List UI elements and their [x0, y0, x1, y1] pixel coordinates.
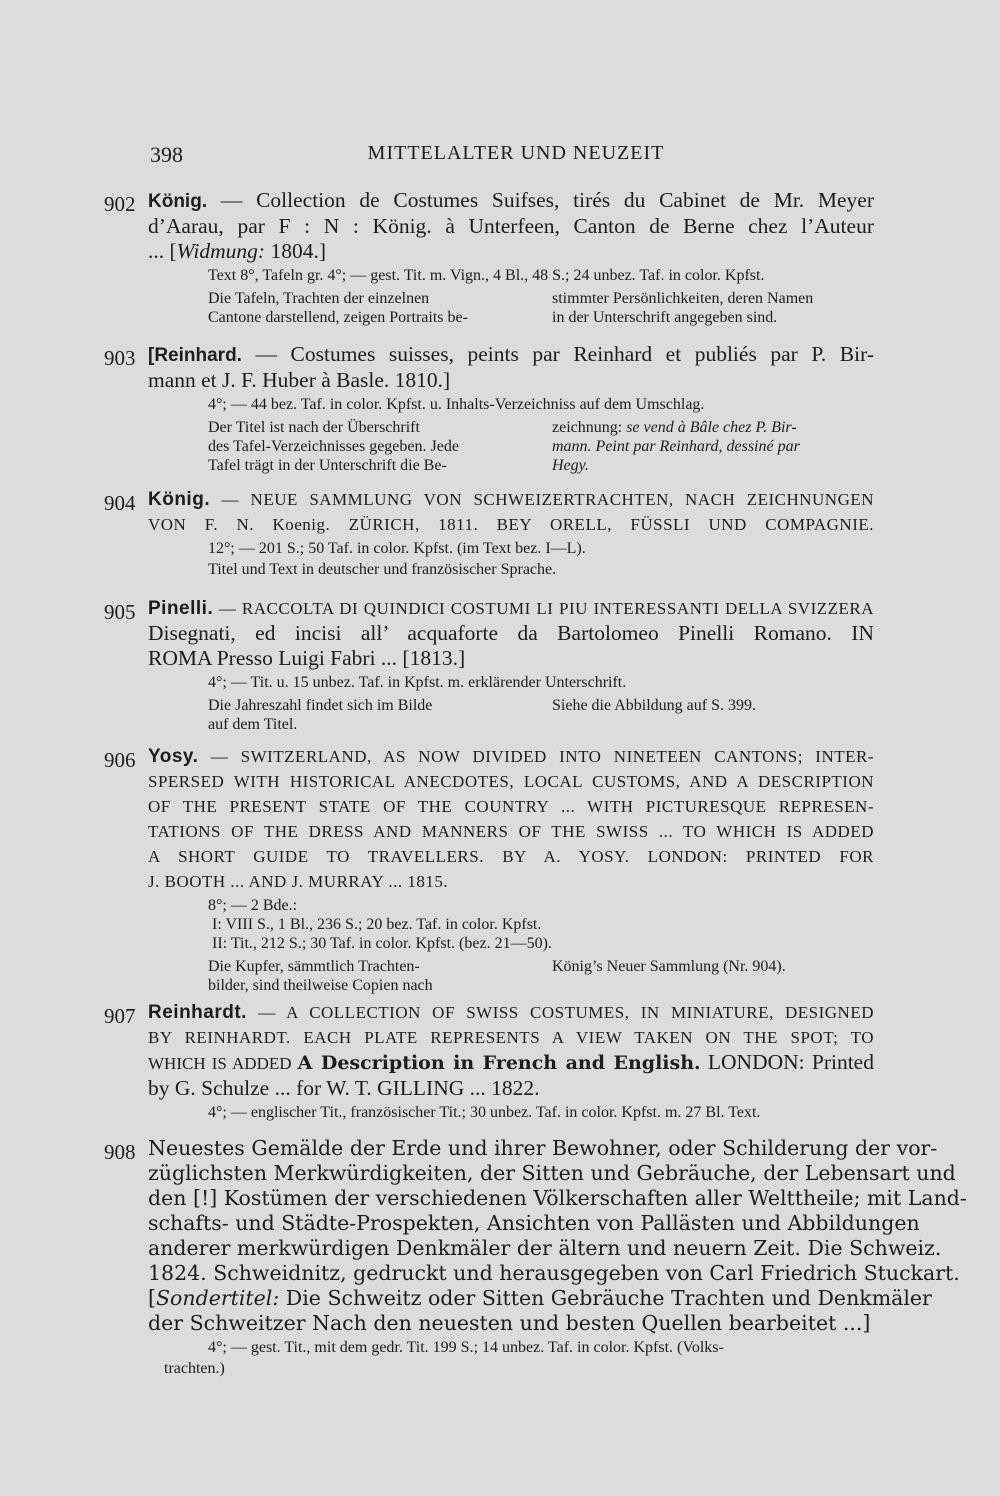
entry-title-line: WHICH IS ADDED A Description in French and English. LONDON: Printed: [148, 1050, 874, 1074]
entry-906: [104, 744, 874, 995]
entry-title-line: Pinelli. — RACCOLTA DI QUINDICI COSTUMI LI PIU INTERESSANTI DELLA SVIZZERA: [148, 598, 875, 619]
entry-number: 907: [104, 1004, 136, 1028]
entry-title-line: d’Aarau, par F : N : König. à Unterfeen, Canton de Berne chez l’Auteur: [148, 214, 874, 238]
volume-1: I: VIII S., 1 Bl., 236 S.; 20 bez. Taf. in color. Kpfst.: [212, 916, 542, 933]
entry-title-line: König. — NEUE SAMMLUNG VON SCHWEIZERTRACHTEN, NACH ZEICHNUNGEN: [148, 489, 875, 510]
entry-904: [104, 487, 874, 579]
entry-905: [104, 596, 874, 734]
entry-title-line: [Reinhard. — Costumes suisses, peints par Reinhard et publiés par P. Bir-: [148, 342, 874, 366]
entry-title-line: TATIONS OF THE DRESS AND MANNERS OF THE SWISS ... TO WHICH IS ADDED: [148, 822, 874, 841]
entry-author: König.: [148, 489, 211, 510]
entry-author: Reinhardt.: [148, 1002, 247, 1023]
running-title: MITTELALTER UND NEUZEIT: [367, 142, 665, 164]
entry-title-line: by G. Schulze ... for W. T. GILLING ... 1822.: [148, 1076, 540, 1100]
entry-title-line: Neuestes Gemälde der Erde und ihrer Bewohner, oder Schilderung der vor-: [148, 1136, 938, 1160]
entry-908: [104, 1136, 967, 1378]
entry-collation: Text 8°, Tafeln gr. 4°; — gest. Tit. m. Vign., 4 Bl., 48 S.; 24 unbez. Taf. in color. Kpfst.: [208, 267, 765, 284]
entry-title-line: Yosy. — SWITZERLAND, AS NOW DIVIDED INTO NINETEEN CANTONS; INTER-: [148, 746, 874, 767]
page-number: 398: [150, 142, 183, 167]
entry-title-line: J. BOOTH ... AND J. MURRAY ... 1815.: [148, 872, 449, 891]
entry-title-line: SPERSED WITH HISTORICAL ANECDOTES, LOCAL CUSTOMS, AND A DESCRIPTION: [148, 772, 874, 791]
entry-title-line: mann et J. F. Huber à Basle. 1810.]: [148, 368, 451, 392]
entry-notes: Der Titel ist nach der Überschrift des Tafel-Verzeichnisses gegeben. Jede Tafel trägt in der Unterschrift die Be- zeichnung: se vend à Bâle chez P. Bir- mann. Peint par Reinhard, dessiné par Hegy.: [208, 419, 800, 474]
volume-2: II: Tit., 212 S.; 30 Taf. in color. Kpfst. (bez. 21—50).: [212, 935, 552, 952]
entry-author: [Reinhard.: [148, 345, 242, 366]
entry-title-line: Reinhardt. — A COLLECTION OF SWISS COSTUMES, IN MINIATURE, DESIGNED: [148, 1002, 874, 1023]
entry-notes: Die Tafeln, Trachten der einzelnen Cantone darstellend, zeigen Portraits be- stimmter Persönlichkeiten, deren Namen in der Unterschrift angegeben sind.: [208, 290, 814, 326]
entry-notes: Die Kupfer, sämmtlich Trachten- bilder, sind theilweise Copien nach König’s Neuer Sammlung (Nr. 904).: [208, 958, 786, 994]
entry-title-line: 1824. Schweidnitz, gedruckt und herausgegeben von Carl Friedrich Stuckart.: [148, 1261, 960, 1285]
entry-number: 906: [104, 748, 136, 772]
entry-number: 902: [104, 192, 136, 216]
entry-author: König.: [148, 191, 208, 212]
entry-title-line: schafts- und Städte-Prospekten, Ansichten von Pallästen und Abbildungen: [148, 1211, 920, 1235]
entry-number: 908: [104, 1140, 136, 1164]
entry-title-line: A SHORT GUIDE TO TRAVELLERS. BY A. YOSY. LONDON: PRINTED FOR: [148, 847, 874, 866]
page-header: [150, 142, 882, 172]
entry-title-line: OF THE PRESENT STATE OF THE COUNTRY ... WITH PICTURESQUE REPRESEN-: [148, 797, 874, 816]
entry-notes: Die Jahreszahl findet sich im Bilde auf dem Titel. Siehe die Abbildung auf S. 399.: [208, 697, 756, 733]
entry-title-line: ... [Widmung: 1804.]: [148, 239, 326, 263]
entry-collation: 4°; — englischer Tit., französischer Tit.; 30 unbez. Taf. in color. Kpfst. m. 27 Bl. Text.: [208, 1104, 761, 1121]
entry-author: Yosy.: [148, 746, 199, 767]
entry-title-line: VON F. N. Koenig. ZÜRICH, 1811. BEY ORELL, FÜSSLI UND COMPAGNIE.: [148, 515, 874, 534]
entry-collation: 4°; — Tit. u. 15 unbez. Taf. in Kpfst. m. erklärender Unterschrift.: [208, 674, 627, 691]
entry-number: 903: [104, 346, 136, 370]
entry-collation: 4°; — gest. Tit., mit dem gedr. Tit. 199 S.; 14 unbez. Taf. in color. Kpfst. (Volks-: [208, 1339, 724, 1356]
entry-title-line: König. — Collection de Costumes Suifses, tirés du Cabinet de Mr. Meyer: [148, 188, 875, 212]
entry-title-line: Disegnati, ed incisi all’ acquaforte da Bartolomeo Pinelli Romano. IN: [148, 621, 874, 645]
entry-902: [104, 188, 874, 327]
entry-title-line: [Sondertitel: Die Schweitz oder Sitten Gebräuche Trachten und Denkmäler: [148, 1286, 932, 1310]
entry-title-line: der Schweitzer Nach den neuesten und besten Quellen bearbeitet ...]: [148, 1311, 871, 1335]
entry-title-line: anderer merkwürdigen Denkmäler der ältern und neuern Zeit. Die Schweiz.: [148, 1236, 942, 1260]
entry-903: [104, 342, 874, 475]
entry-title-line: züglichsten Merkwürdigkeiten, der Sitten und Gebräuche, der Lebensart und: [148, 1161, 956, 1185]
entry-number: 905: [104, 600, 136, 624]
entry-title-line: BY REINHARDT. EACH PLATE REPRESENTS A VIEW TAKEN ON THE SPOT; TO: [148, 1028, 874, 1047]
entry-title-line: ROMA Presso Luigi Fabri ... [1813.]: [148, 646, 466, 670]
entry-author: Pinelli.: [148, 598, 214, 619]
entry-number: 904: [104, 491, 136, 515]
entry-title-line: den [!] Kostümen der verschiedenen Völkerschaften aller Welttheile; mit Land-: [148, 1186, 967, 1210]
entry-note: Titel und Text in deutscher und französischer Sprache.: [208, 561, 557, 578]
entry-907: [104, 1000, 874, 1122]
entry-collation: 8°; — 2 Bde.:: [208, 897, 298, 914]
entry-collation: 4°; — 44 bez. Taf. in color. Kpfst. u. Inhalts-Verzeichniss auf dem Umschlag.: [208, 396, 705, 413]
entry-collation-cont: trachten.): [164, 1360, 225, 1377]
entry-collation: 12°; — 201 S.; 50 Taf. in color. Kpfst. (im Text bez. I—L).: [208, 540, 586, 557]
